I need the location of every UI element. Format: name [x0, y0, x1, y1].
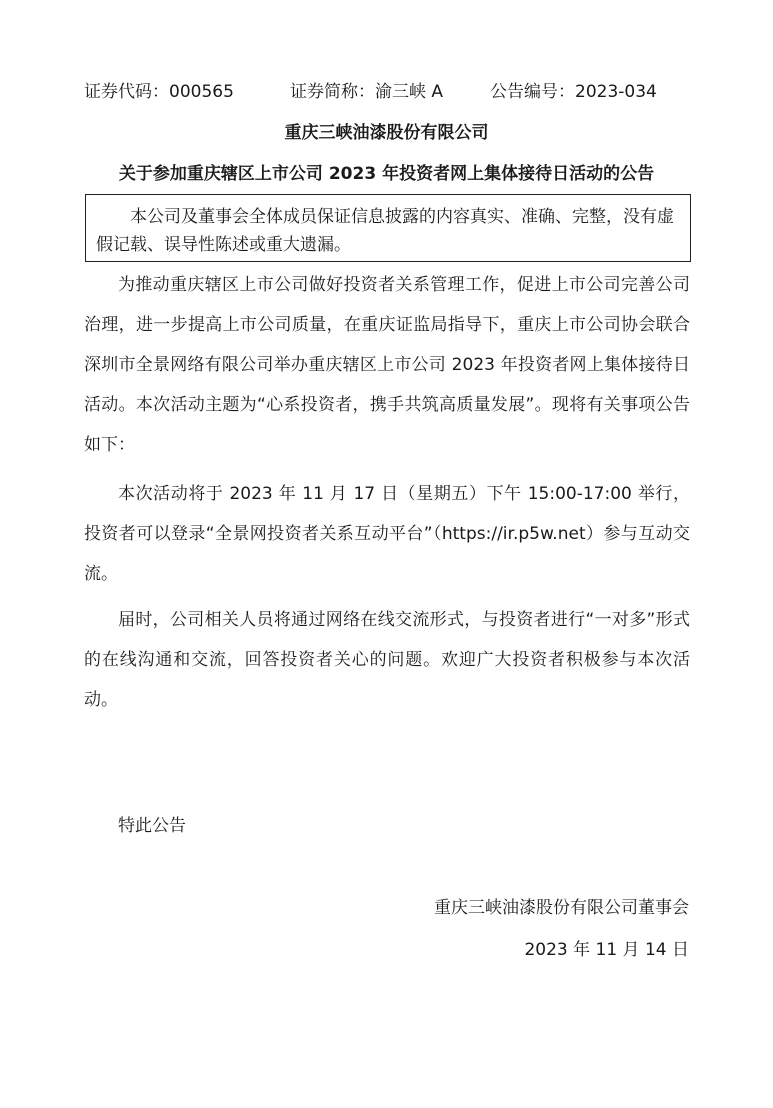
body-paragraph-3: 届时，公司相关人员将通过网络在线交流形式，与投资者进行“一对多”形式的在线沟通和交流，回答投资者关心的问题。欢迎广大投资者积极参与本次活动。: [84, 610, 690, 710]
announcement-date: 2023 年 11 月 14 日: [524, 940, 689, 960]
notice-number: 公告编号：2023-034: [490, 82, 657, 102]
disclosure-statement-box: [85, 194, 691, 262]
closing-remark: 特此公告: [118, 816, 186, 836]
header-line: [84, 80, 689, 104]
document-title: 关于参加重庆辖区上市公司 2023 年投资者网上集体接待日活动的公告: [118, 164, 655, 184]
disclosure-statement: 本公司及董事会全体成员保证信息披露的内容真实、准确、完整，没有虚假记载、误导性陈述或重大遗漏。: [96, 207, 674, 255]
signer: 重庆三峡油漆股份有限公司董事会: [434, 898, 689, 918]
body-paragraph-1: 为推动重庆辖区上市公司做好投资者关系管理工作，促进上市公司完善公司治理，进一步提高上市公司质量，在重庆证监局指导下，重庆上市公司协会联合深圳市全景网络有限公司举办重庆辖区上市公司 2023 年投资者网上集体接待日活动。本次活动主题为“心系投资者，携手共筑高质量发展”。现将有关事项公告如下：: [84, 275, 690, 455]
security-code: 证券代码：000565: [84, 82, 234, 102]
security-abbreviation: 证券简称：渝三峡 A: [290, 82, 444, 102]
company-name: 重庆三峡油漆股份有限公司: [284, 123, 489, 143]
body-paragraph-2: 本次活动将于 2023 年 11 月 17 日（星期五）下午 15:00-17:00 举行，投资者可以登录“全景网投资者关系互动平台”（https://ir.p5w.net）参与互动交流。: [84, 484, 690, 584]
